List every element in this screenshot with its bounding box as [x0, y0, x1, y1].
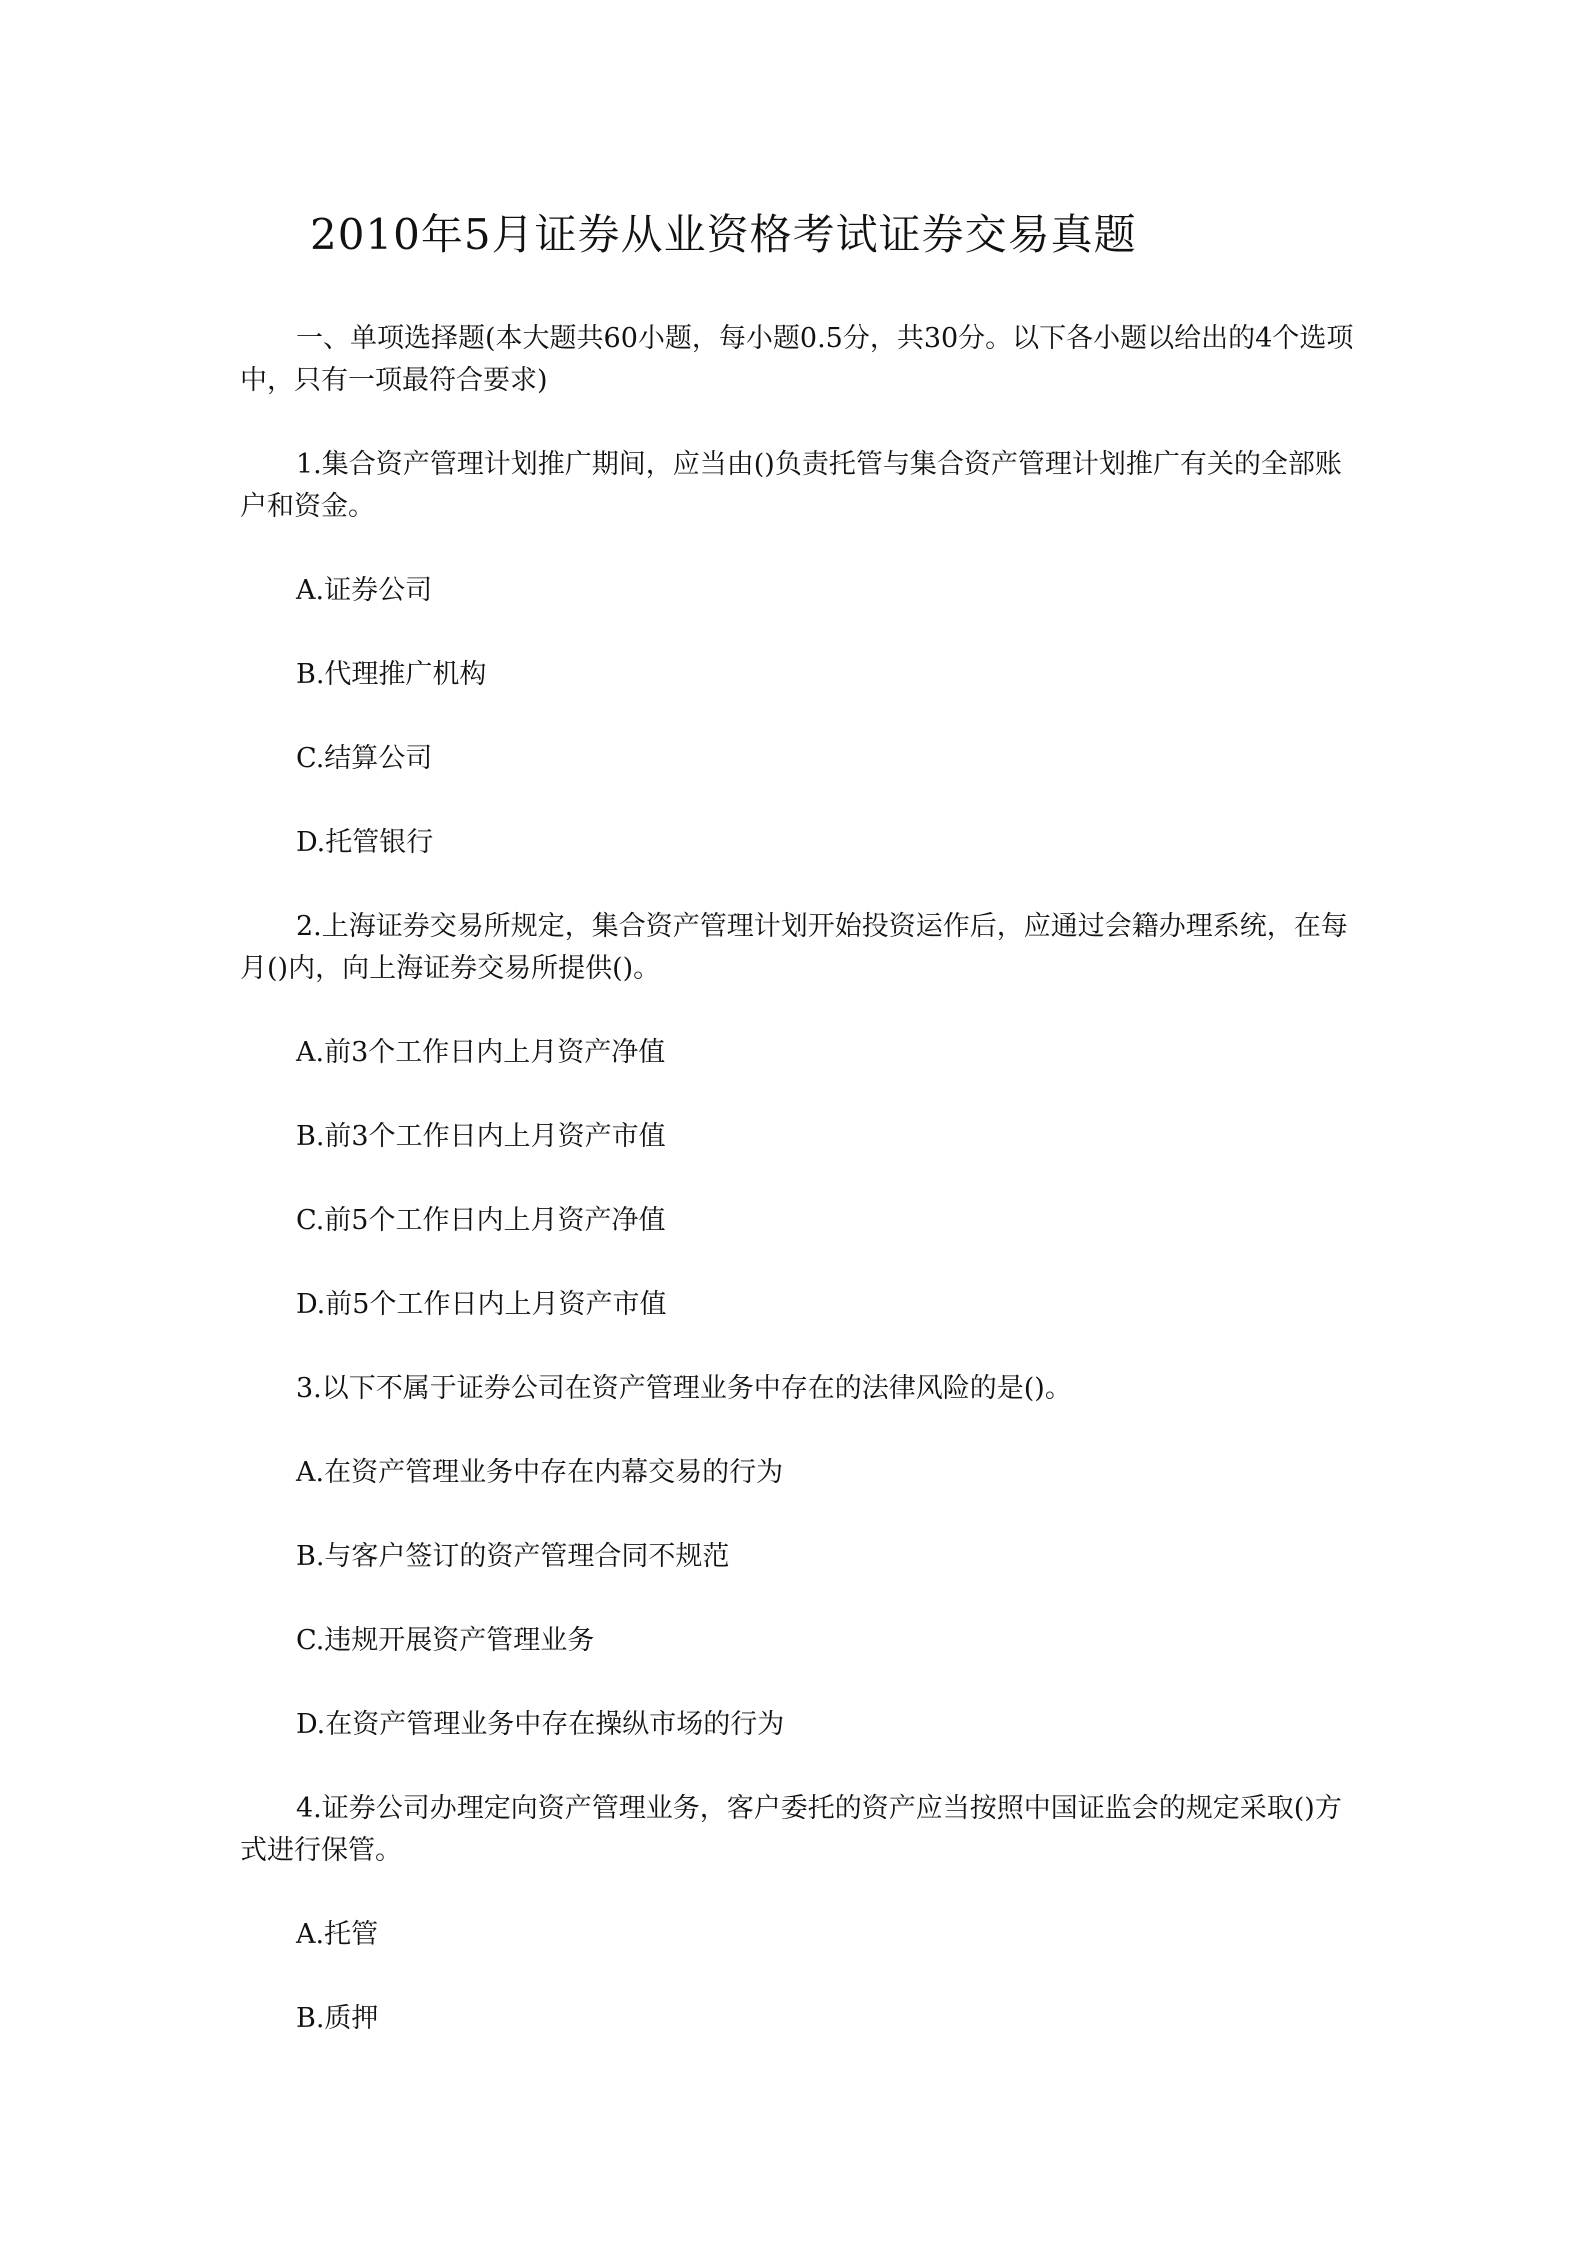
- section-intro: 一、单项选择题(本大题共60小题，每小题0.5分，共30分。以下各小题以给出的4个选项中，只有一项最符合要求): [240, 323, 1354, 396]
- question-2-stem: 2.上海证券交易所规定，集合资产管理计划开始投资运作后，应通过会籍办理系统，在每月()内，向上海证券交易所提供()。: [240, 911, 1348, 984]
- question-3-option-d: D.在资产管理业务中存在操纵市场的行为: [296, 1709, 785, 1740]
- question-2-option-c: C.前5个工作日内上月资产净值: [296, 1205, 666, 1236]
- question-1-stem: 1.集合资产管理计划推广期间，应当由()负责托管与集合资产管理计划推广有关的全部账户和资金。: [240, 449, 1342, 522]
- question-4-stem: 4.证券公司办理定向资产管理业务，客户委托的资产应当按照中国证监会的规定采取()方式进行保管。: [240, 1793, 1342, 1866]
- question-3-option-c: C.违规开展资产管理业务: [296, 1625, 595, 1656]
- question-1-option-a: A.证券公司: [296, 575, 433, 606]
- question-4-option-a: A.托管: [296, 1919, 379, 1950]
- question-4-option-b: B.质押: [296, 2003, 379, 2034]
- question-2-option-b: B.前3个工作日内上月资产市值: [296, 1121, 666, 1152]
- document-title: 2010年5月证券从业资格考试证券交易真题: [310, 210, 1137, 259]
- question-3-stem: 3.以下不属于证券公司在资产管理业务中存在的法律风险的是()。: [296, 1373, 1072, 1404]
- question-1-option-c: C.结算公司: [296, 743, 433, 774]
- question-2-option-d: D.前5个工作日内上月资产市值: [296, 1289, 667, 1320]
- question-1-option-b: B.代理推广机构: [296, 659, 487, 690]
- question-3-option-a: A.在资产管理业务中存在内幕交易的行为: [296, 1457, 784, 1488]
- question-1-option-d: D.托管银行: [296, 827, 434, 858]
- question-3-option-b: B.与客户签订的资产管理合同不规范: [296, 1541, 730, 1572]
- question-2-option-a: A.前3个工作日内上月资产净值: [296, 1037, 666, 1068]
